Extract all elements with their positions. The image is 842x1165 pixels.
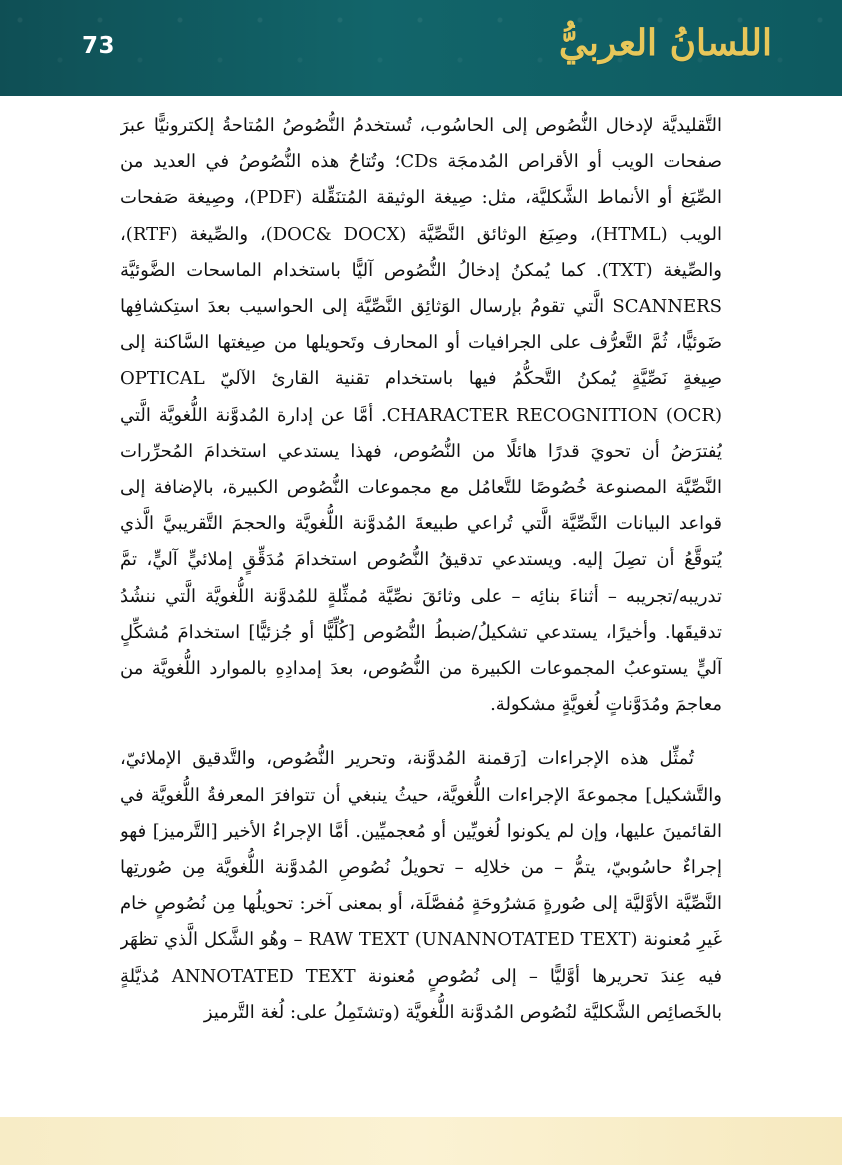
article-body — [120, 108, 722, 1053]
page-number: 73 — [82, 33, 116, 59]
paragraph-1: التَّقليديَّة لإدخال النُّصُوص إلى الحاسُوب، تُستخدمُ النُّصُوصُ المُتاحةُ إلكترونيًّا عبرَ صفحات الويب أو الأقراص المُدمجَة CDs؛ وتُتاحُ هذه النُّصُوصُ في العديد من الصِّيَغ أو الأنماط الشَّكليَّة، مثل: صِيغة الوثيقة المُتنَقِّلة (PDF)، وصِيغة صَفحات الويب (HTML)، وصِيَغ الوثائق النَّصِّيَّة (DOC& DOCX)، والصِّيغة (RTF)، والصِّيغة (TXT). كما يُمكنُ إدخالُ النُّصُوص آليًّا باستخدام الماسحات الضَّوئيَّة SCANNERS الَّتي تقومُ بإرسال الوَثائِق النَّصِّيَّة إلى الحواسيب بعدَ استِكشافِها ضَوئيًّا، ثُمَّ التَّعرُّف على الجرافيات أو المحارف وتَحويلها من صِيغتها السَّاكنة إلى صِيغةٍ نَصِّيَّةٍ يُمكنُ التَّحكُّمُ فيها باستخدام تقنية القارئ الآليّ OPTICAL CHARACTER RECOGNITION (OCR). أمَّا عن إدارة المُدوَّنة اللُّغويَّة الَّتي يُفترَضُ أن تحويَ قدرًا هائلًا من النُّصُوص، فهذا يستدعي استخدامَ المُحرِّرات النَّصِّيَّة المصنوعة خُصُوصًا للتَّعامُل مع مجموعات النُّصُوص الكبيرة، بالإضافة إلى قواعد البيانات النَّصِّيَّة الَّتي تُراعي طبيعةَ المُدوَّنة اللُّغويَّة والحجمَ التَّقريبيَّ الَّذي يُتوقَّعُ أن تصِلَ إليه. ويستدعي تدقيقُ النُّصُوص استخدامَ مُدَقِّقٍ إملائيٍّ آليٍّ، تمَّ تدريبه/تجريبه – أثناءَ بنائِه – على وثائقَ نصِّيَّة مُمثِّلةٍ للمُدوَّنة اللُّغويَّة الَّتي ننشُدُ تدقيقَها. وأخيرًا، يستدعي تشكيلُ/ضبطُ النُّصُوص [كُلِّيًّا أو جُزئيًّا] استخدامَ مُشكِّلٍ آليٍّ يستوعبُ المجموعات الكبيرة من النُّصُوص، بعدَ إمدادِهِ بالموارد اللُّغويَّة من معاجمَ ومُدَوَّناتٍ لُغويَّةٍ مشكولة. — [120, 115, 722, 716]
page-header — [0, 0, 842, 96]
paragraph-2: تُمثِّل هذه الإجراءات [رَقمنة المُدوَّنة، وتحرير النُّصُوص، والتَّدقيق الإملائيّ، والتَّشكيل] مجموعةَ الإجراءات اللُّغويَّة، حيثُ ينبغي أن تتوافرَ المعرفةُ اللُّغويَّة في القائمينَ عليها، وإن لم يكونوا لُغويِّين أو مُعجميِّين. أمَّا الإجراءُ الأخير [التَّرميز] فهو إجراءٌ حاسُوبيّ، يتمُّ – من خلالِه – تحويلُ نُصُوصِ المُدوَّنة اللُّغويَّة مِن صُورتِها النَّصِّيَّة الأوَّليَّة إلى صُورةٍ مَشرُوحَةٍ مُفصَّلَة، أو بمعنى آخر: تحويلُها مِن نُصُوصٍ خام غَيرِ مُعنونة RAW TEXT (UNANNOTATED TEXT) – وهُو الشَّكل الَّذي تظهَر فيه عِندَ تحريرها أوَّليًّا – إلى نُصُوصٍ مُعنونة ANNOTATED TEXT مُذيَّلةٍ بالخَصائِص الشَّكليَّة لنُصُوص المُدوَّنة اللُّغويَّة (وتشتَمِلُ على: لُغة التَّرميز — [120, 748, 722, 1023]
page-footer-band — [0, 1117, 842, 1165]
journal-logo: اللسانُ العربيُّ — [558, 22, 772, 64]
